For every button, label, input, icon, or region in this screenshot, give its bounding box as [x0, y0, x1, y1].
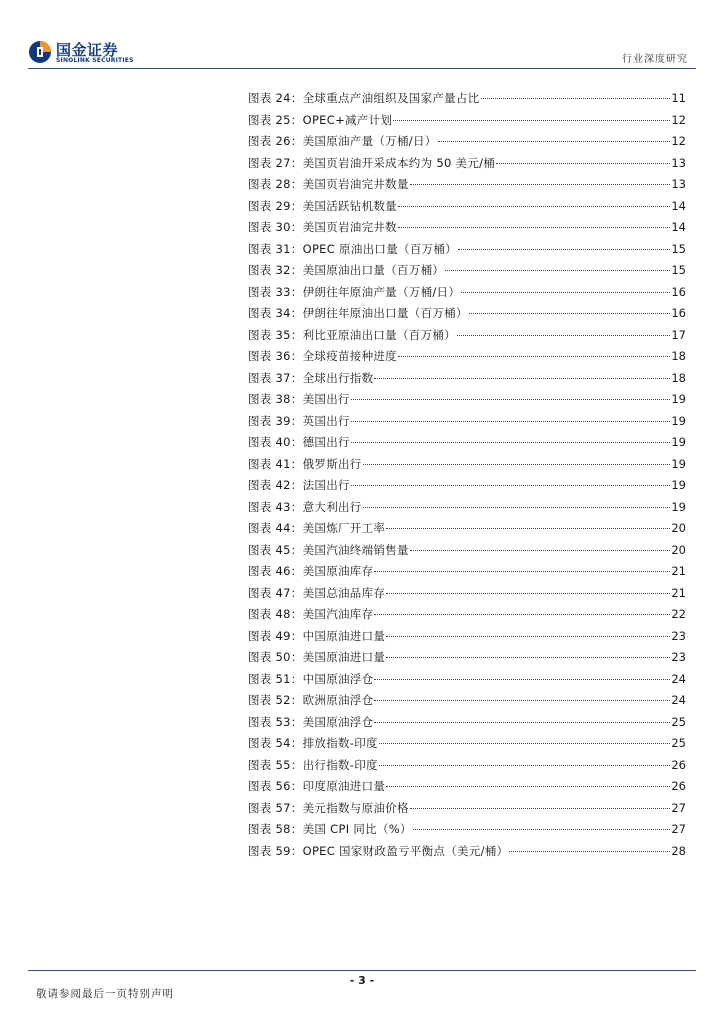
toc-entry-page: 18	[671, 370, 686, 385]
toc-entry[interactable]	[248, 196, 686, 218]
dot-leader	[374, 678, 670, 680]
document-type-label: 行业深度研究	[622, 54, 688, 65]
dot-leader	[379, 742, 671, 744]
toc-entry[interactable]	[248, 174, 686, 196]
toc-entry-title: 图表 58：美国 CPI 同比（%）	[248, 822, 412, 836]
toc-entry-page: 23	[671, 650, 686, 664]
dot-leader	[386, 785, 670, 787]
page-number: - 3 -	[349, 974, 375, 987]
toc-entry[interactable]	[248, 389, 686, 411]
logo-english-name: SINOLINK SECURITIES	[56, 57, 134, 64]
dot-leader	[410, 549, 671, 551]
toc-entry[interactable]	[248, 669, 686, 691]
toc-entry[interactable]	[248, 690, 686, 712]
dot-leader	[393, 119, 670, 121]
dot-leader	[458, 248, 670, 250]
toc-entry[interactable]	[248, 776, 686, 798]
toc-entry[interactable]	[248, 260, 686, 282]
toc-entry-title: 图表 38：美国出行	[248, 392, 350, 406]
dot-leader	[374, 721, 670, 723]
toc-entry-page: 19	[671, 478, 686, 492]
toc-entry[interactable]	[248, 604, 686, 626]
toc-entry-title: 图表 40：德国出行	[248, 435, 350, 449]
toc-entry-page: 20	[671, 521, 686, 535]
dot-leader	[410, 183, 671, 185]
toc-entry[interactable]	[248, 733, 686, 755]
dot-leader	[469, 312, 671, 314]
toc-entry[interactable]	[248, 561, 686, 583]
toc-entry-title: 图表 26：美国原油产量（万桶/日）	[248, 134, 437, 148]
toc-entry-page: 15	[671, 263, 686, 277]
toc-entry-title: 图表 36：全球疫苗接种进度	[248, 349, 397, 363]
toc-entry-title: 图表 57：美元指数与原油价格	[248, 800, 409, 815]
toc-entry-title: 图表 32：美国原油出口量（百万桶）	[248, 263, 445, 277]
dot-leader	[398, 355, 670, 357]
toc-entry-page: 11	[671, 91, 686, 105]
toc-entry-page: 19	[671, 435, 686, 449]
toc-entry-title: 图表 47：美国总油品库存	[248, 585, 386, 600]
dot-leader	[496, 162, 670, 164]
toc-entry[interactable]	[248, 540, 686, 562]
toc-entry-title: 图表 55：出行指数-印度	[248, 757, 378, 772]
toc-entry-title: 图表 56：印度原油进口量	[248, 779, 386, 793]
dot-leader	[413, 828, 671, 830]
dot-leader	[363, 463, 671, 465]
toc-entry-page: 14	[671, 198, 686, 213]
page-header	[0, 0, 724, 70]
toc-entry[interactable]	[248, 217, 686, 239]
toc-entry-page: 14	[671, 220, 686, 234]
dot-leader	[351, 484, 671, 486]
toc-entry-page: 25	[671, 714, 686, 729]
toc-entry-title: 图表 41：俄罗斯出行	[248, 456, 362, 471]
dot-leader	[374, 570, 670, 572]
toc-entry-title: 图表 30：美国页岩油完井数	[248, 220, 397, 234]
toc-entry[interactable]	[248, 518, 686, 540]
toc-entry-title: 图表 35：利比亚原油出口量（百万桶）	[248, 327, 456, 342]
logo-chinese-name: 国金证券	[56, 41, 119, 59]
toc-entry-title: 图表 48：美国汽油库存	[248, 607, 374, 621]
toc-entry-page: 20	[671, 542, 686, 557]
toc-entry[interactable]	[248, 647, 686, 669]
dot-leader	[386, 656, 670, 658]
toc-entry-title: 图表 43：意大利出行	[248, 499, 362, 514]
dot-leader	[438, 140, 671, 142]
dot-leader	[481, 97, 671, 99]
toc-entry-title: 图表 29：美国活跃钻机数量	[248, 198, 397, 213]
toc-entry-page: 19	[671, 413, 686, 428]
toc-entry[interactable]	[248, 325, 686, 347]
toc-entry-title: 图表 31：OPEC 原油出口量（百万桶）	[248, 241, 458, 256]
header-divider	[28, 68, 696, 69]
dot-leader	[374, 613, 670, 615]
toc-entry-page: 16	[671, 284, 686, 299]
toc-entry[interactable]	[248, 432, 686, 454]
toc-entry-page: 27	[671, 800, 686, 815]
toc-entry-page: 24	[671, 693, 686, 707]
toc-entry-page: 28	[671, 843, 686, 858]
toc-entry-title: 图表 50：美国原油进口量	[248, 650, 386, 664]
toc-entry[interactable]	[248, 755, 686, 777]
company-logo	[28, 38, 138, 68]
toc-entry[interactable]	[248, 583, 686, 605]
dot-leader	[457, 334, 670, 336]
toc-entry[interactable]	[248, 798, 686, 820]
dot-leader	[509, 850, 670, 852]
toc-entry-title: 图表 42：法国出行	[248, 478, 350, 492]
toc-entry-title: 图表 49：中国原油进口量	[248, 628, 386, 643]
toc-entry[interactable]	[248, 303, 686, 325]
toc-entry[interactable]	[248, 131, 686, 153]
toc-entry[interactable]	[248, 841, 686, 863]
toc-entry[interactable]	[248, 88, 686, 110]
toc-entry-title: 图表 25：OPEC+减产计划	[248, 112, 393, 127]
toc-entry-page: 22	[671, 607, 686, 621]
toc-entry[interactable]	[248, 239, 686, 261]
dot-leader	[351, 398, 671, 400]
toc-entry-page: 12	[671, 112, 686, 127]
toc-entry[interactable]	[248, 368, 686, 390]
toc-entry[interactable]	[248, 712, 686, 734]
toc-entry-page: 16	[671, 306, 686, 320]
toc-entry-page: 26	[671, 757, 686, 772]
toc-entry-page: 13	[671, 177, 686, 191]
toc-entry[interactable]	[248, 819, 686, 841]
toc-entry-page: 18	[671, 349, 686, 363]
toc-entry-page: 15	[671, 241, 686, 256]
sinolink-logo-icon	[28, 40, 52, 64]
toc-entry[interactable]	[248, 411, 686, 433]
footer-divider	[28, 970, 696, 971]
toc-entry-page: 12	[671, 134, 686, 148]
toc-entry-title: 图表 44：美国炼厂开工率	[248, 521, 386, 535]
toc-entry[interactable]	[248, 282, 686, 304]
toc-entry-title: 图表 39：英国出行	[248, 413, 350, 428]
dot-leader	[386, 592, 670, 594]
toc-entry-title: 图表 24：全球重点产油组织及国家产量占比	[248, 91, 480, 105]
toc-entry[interactable]	[248, 110, 686, 132]
toc-entry-page: 21	[671, 585, 686, 600]
toc-entry-page: 19	[671, 456, 686, 471]
figure-index-list	[248, 88, 686, 862]
dot-leader	[445, 269, 670, 271]
toc-entry-title: 图表 51：中国原油浮仓	[248, 671, 374, 686]
dot-leader	[379, 764, 671, 766]
toc-entry[interactable]	[248, 153, 686, 175]
toc-entry[interactable]	[248, 626, 686, 648]
toc-entry-title: 图表 59：OPEC 国家财政盈亏平衡点（美元/桶）	[248, 843, 509, 858]
toc-entry-title: 图表 28：美国页岩油完井数量	[248, 177, 409, 191]
toc-entry[interactable]	[248, 346, 686, 368]
toc-entry[interactable]	[248, 497, 686, 519]
toc-entry-page: 19	[671, 392, 686, 406]
toc-entry-page: 26	[671, 779, 686, 793]
toc-entry[interactable]	[248, 475, 686, 497]
dot-leader	[386, 527, 670, 529]
dot-leader	[351, 420, 671, 422]
toc-entry-title: 图表 54：排放指数-印度	[248, 736, 378, 750]
toc-entry[interactable]	[248, 454, 686, 476]
toc-entry-title: 图表 53：美国原油浮仓	[248, 714, 374, 729]
dot-leader	[374, 699, 670, 701]
dot-leader	[410, 807, 671, 809]
dot-leader	[363, 506, 671, 508]
toc-entry-title: 图表 33：伊朗往年原油产量（万桶/日）	[248, 284, 461, 299]
disclaimer-text: 敬请参阅最后一页特别声明	[36, 988, 174, 1000]
toc-entry-title: 图表 37：全球出行指数	[248, 370, 374, 385]
toc-entry-page: 19	[671, 499, 686, 514]
dot-leader	[398, 226, 670, 228]
toc-entry-page: 23	[671, 628, 686, 643]
toc-entry-title: 图表 46：美国原油库存	[248, 564, 374, 578]
toc-entry-title: 图表 45：美国汽油终端销售量	[248, 542, 409, 557]
toc-entry-page: 25	[671, 736, 686, 750]
toc-entry-title: 图表 52：欧洲原油浮仓	[248, 693, 374, 707]
toc-entry-title: 图表 34：伊朗往年原油出口量（百万桶）	[248, 306, 468, 320]
toc-entry-page: 13	[671, 155, 686, 170]
toc-entry-page: 27	[671, 822, 686, 836]
dot-leader	[351, 441, 671, 443]
dot-leader	[398, 205, 670, 207]
toc-entry-page: 24	[671, 671, 686, 686]
dot-leader	[461, 291, 670, 293]
toc-entry-page: 17	[671, 327, 686, 342]
dot-leader	[374, 377, 670, 379]
dot-leader	[386, 635, 670, 637]
toc-entry-title: 图表 27：美国页岩油开采成本约为 50 美元/桶	[248, 155, 496, 170]
toc-entry-page: 21	[671, 564, 686, 578]
